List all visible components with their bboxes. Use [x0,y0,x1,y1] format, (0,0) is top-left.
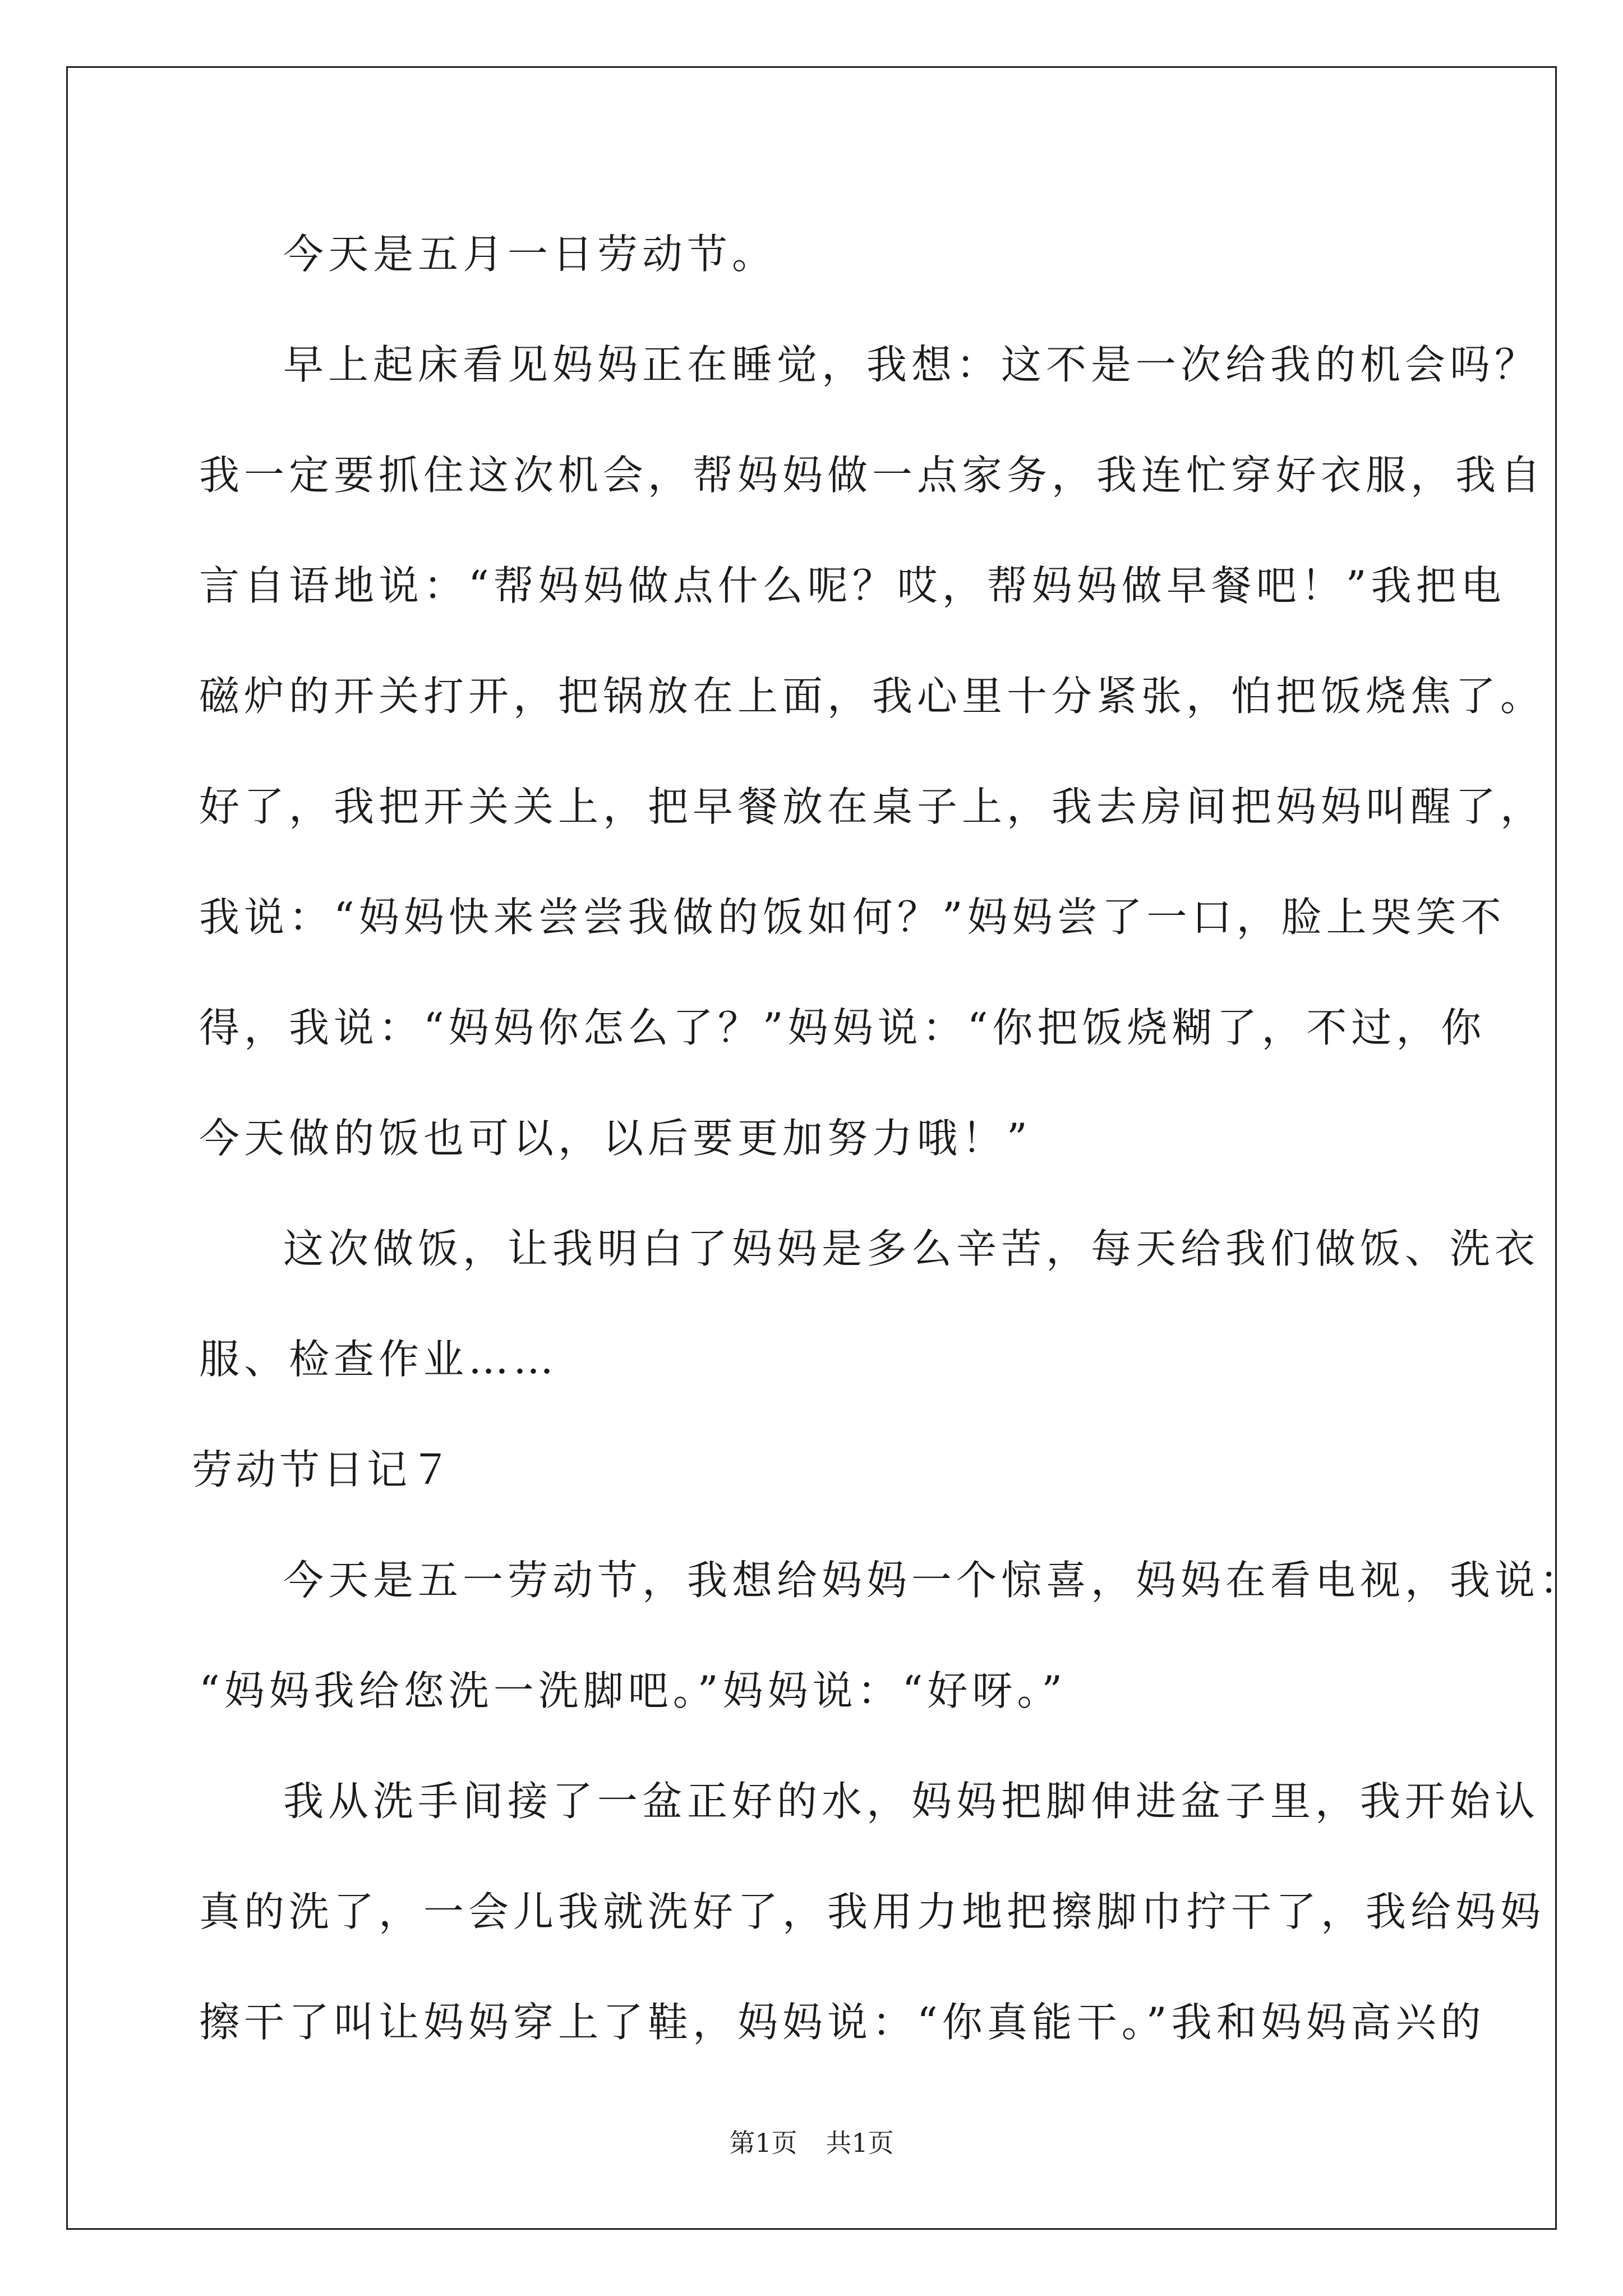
paragraph-line: 这次做饭，让我明白了妈妈是多么辛苦，每天给我们做饭、洗衣 [283,1225,1540,1272]
section-heading: 劳动节日记７ [192,1446,455,1493]
paragraph-line: “妈妈我给您洗一洗脚吧。”妈妈说：“好呀。” [199,1667,1067,1714]
paragraph-line: 真的洗了，一会儿我就洗好了，我用力地把擦脚巾拧干了，我给妈妈 [199,1888,1546,1935]
paragraph-line: 服、检查作业…… [199,1336,559,1383]
paragraph-line: 今天是五一劳动节，我想给妈妈一个惊喜，妈妈在看电视，我说： [283,1557,1585,1604]
paragraph-line: 磁炉的开关打开，把锅放在上面，我心里十分紧张，怕把饭烧焦了。 [199,673,1546,720]
paragraph-line: 早上起床看见妈妈正在睡觉，我想：这不是一次给我的机会吗？ [283,341,1540,388]
page-number-current: 第1页 [729,2128,797,2158]
paragraph-line: 今天做的饭也可以，以后要更加努力哦！” [199,1115,1032,1162]
paragraph-line: 好了，我把开关关上，把早餐放在桌子上，我去房间把妈妈叫醒了， [199,783,1546,830]
document-body [192,199,1585,2078]
paragraph-line: 得，我说：“妈妈你怎么了？”妈妈说：“你把饭烧糊了，不过，你 [199,1004,1486,1051]
paragraph-line: 言自语地说：“帮妈妈做点什么呢？哎，帮妈妈做早餐吧！”我把电 [199,562,1506,609]
paragraph-line: 今天是五月一日劳动节。 [283,231,777,278]
paragraph-line: 我说：“妈妈快来尝尝我做的饭如何？”妈妈尝了一口，脸上哭笑不 [199,894,1506,941]
paragraph-line: 我从洗手间接了一盆正好的水，妈妈把脚伸进盆子里，我开始认 [283,1778,1540,1825]
paragraph-line: 擦干了叫让妈妈穿上了鞋，妈妈说：“你真能干。”我和妈妈高兴的 [199,1999,1486,2046]
paragraph-line: 我一定要抓住这次机会，帮妈妈做一点家务，我连忙穿好衣服，我自 [199,452,1546,499]
page-number-total: 共1页 [826,2128,894,2158]
page-footer [0,2126,1623,2160]
